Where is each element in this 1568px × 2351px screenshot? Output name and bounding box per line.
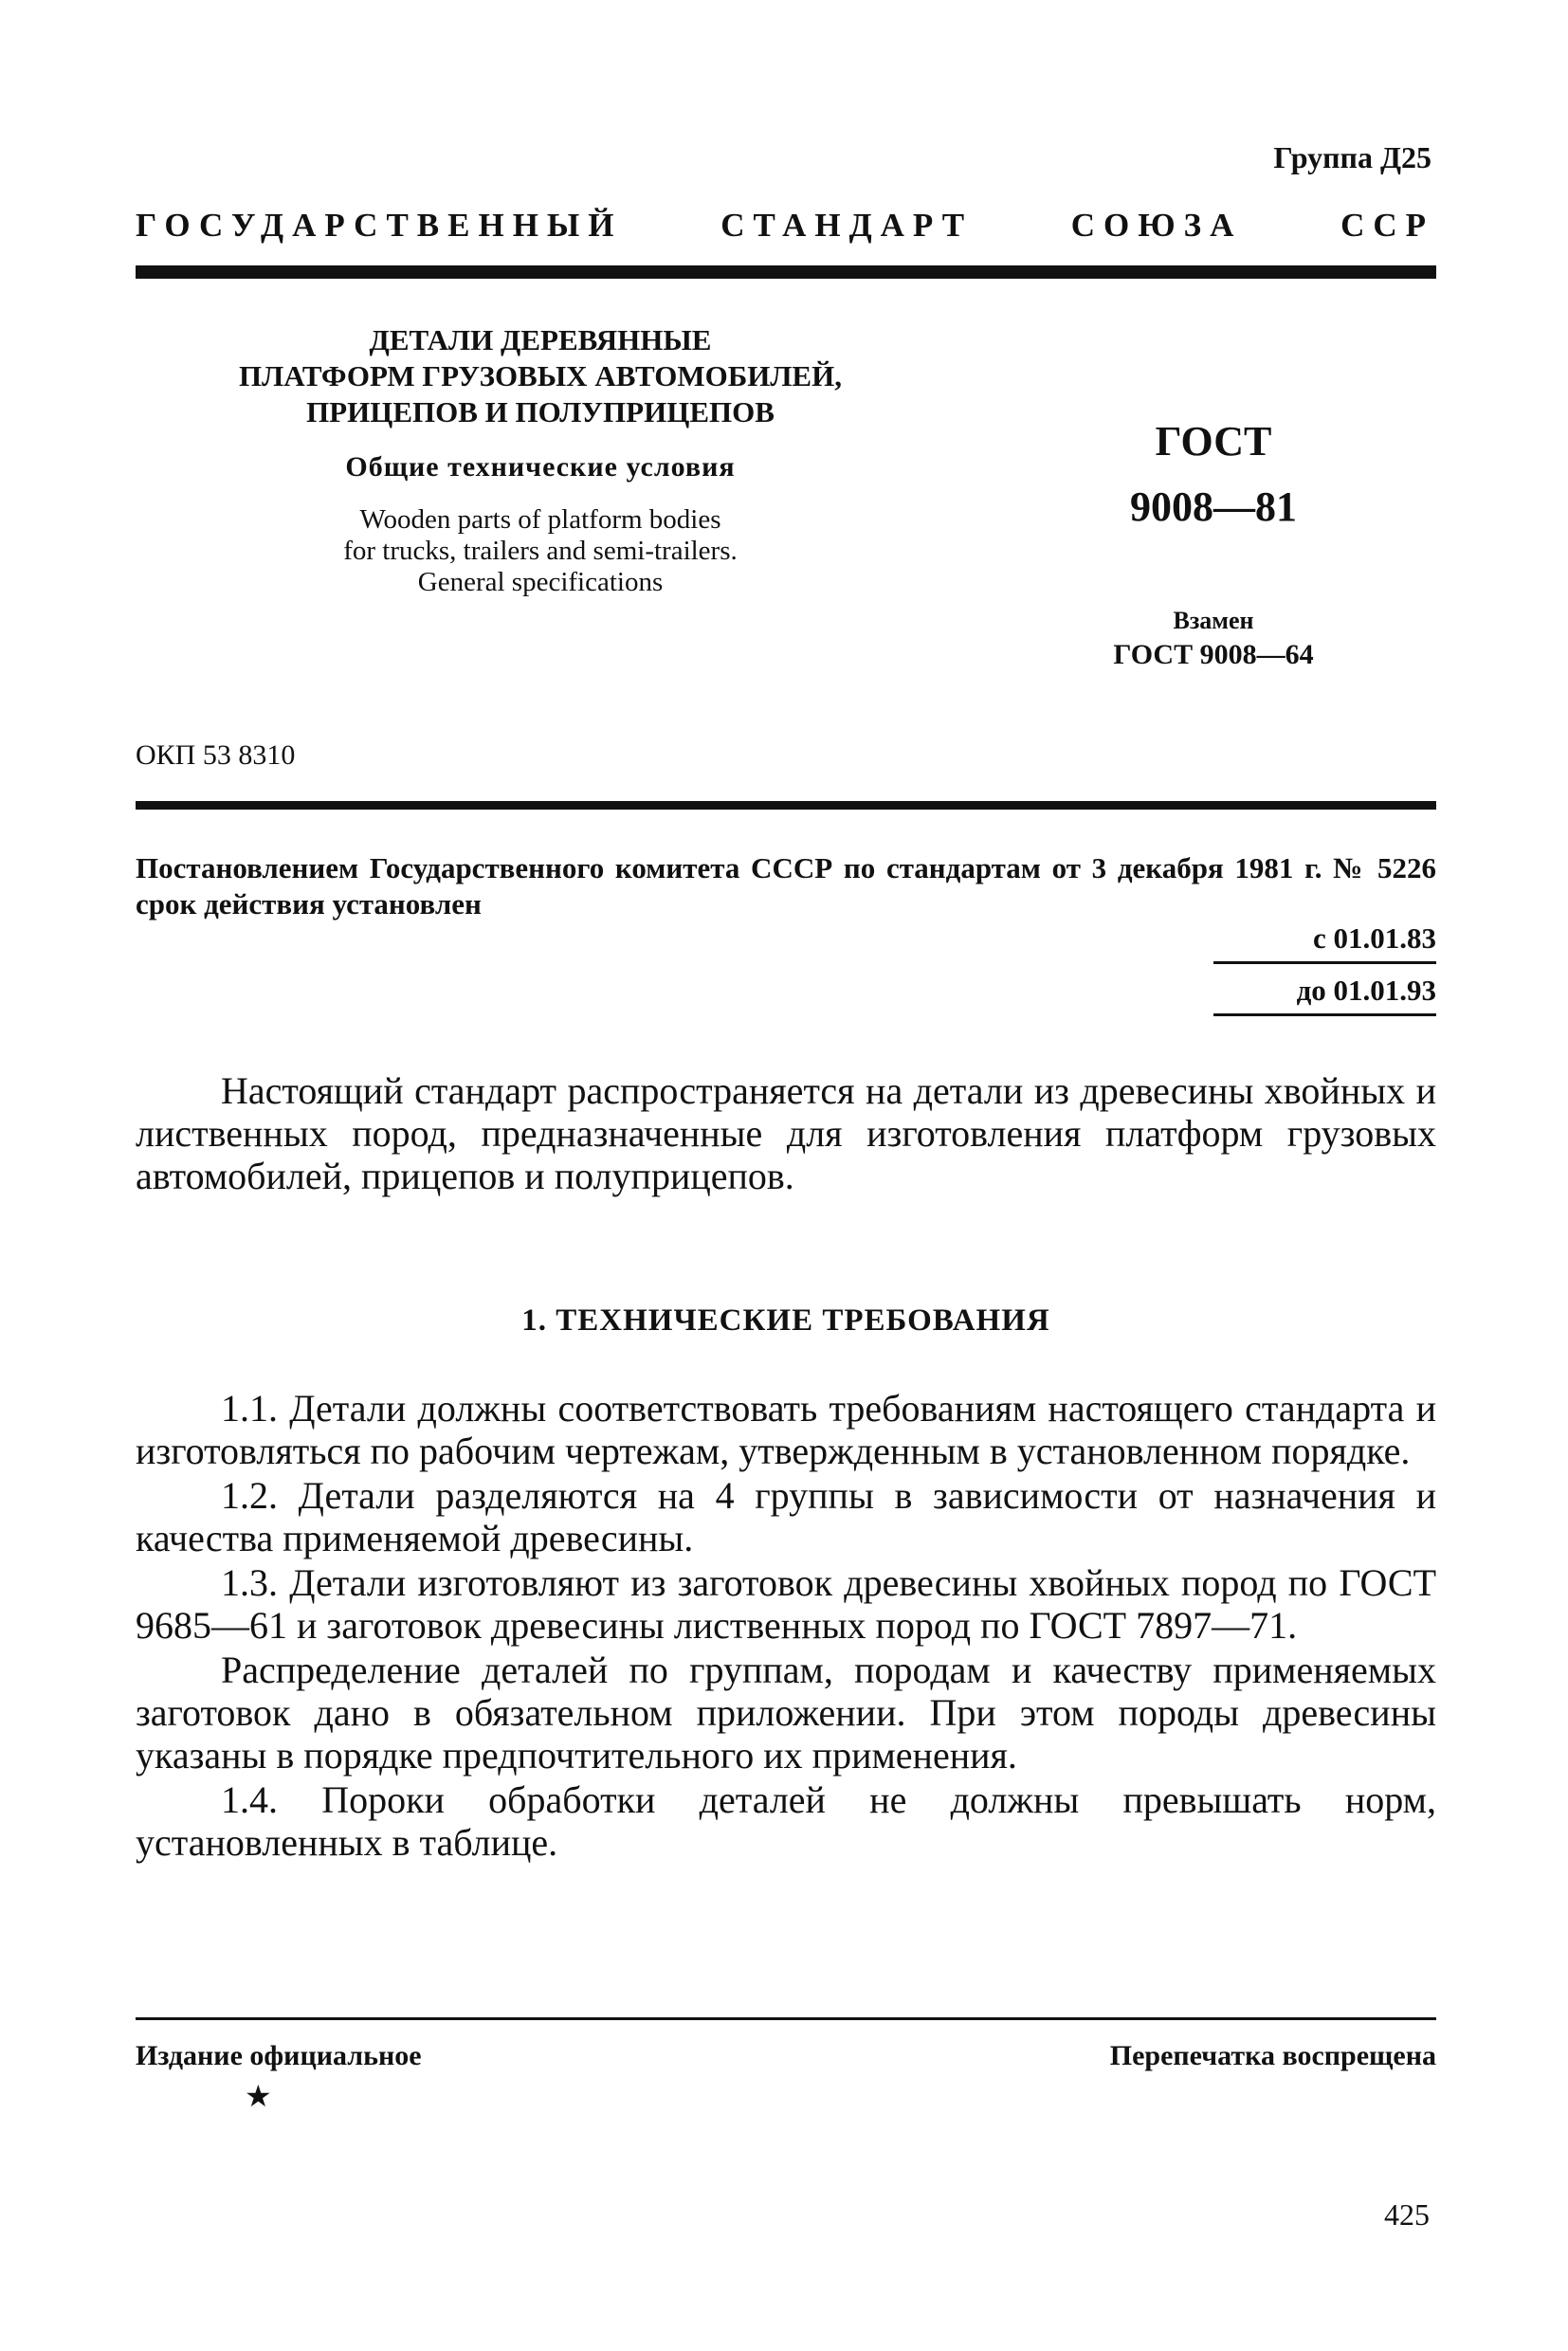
title-block [123,322,957,598]
header-rule [136,265,1436,279]
paragraph: 1.2. Детали разделяются на 4 группы в зависимости от назначения и качества применяемой древесины. [136,1474,1436,1559]
title-line: ДЕТАЛИ ДЕРЕВЯННЫЕ [369,323,712,356]
state-standard-header [136,207,1434,245]
section-heading: 1. ТЕХНИЧЕСКИЕ ТРЕБОВАНИЯ [521,1303,1050,1338]
title-line: ПРИЦЕПОВ И ПОЛУПРИЦЕПОВ [306,395,775,428]
requirements-body [136,1387,1436,1866]
english-title-line: General specifications [417,567,664,597]
english-title [123,504,957,598]
footer-rule [136,2017,1436,2020]
group-code: Группа Д25 [1273,140,1431,174]
validity-from: с 01.01.83 [1213,921,1436,964]
paragraph: 1.3. Детали изготовляют из заготовок древесины хвойных пород по ГОСТ 9685—61 и заготовок древесины лиственных пород по ГОСТ 7897—71. [136,1561,1436,1647]
paragraph: 1.1. Детали должны соответствовать требованиям настоящего стандарта и изготовляться по рабочим чертежам, утвержденным в установленном порядке. [136,1387,1436,1472]
subtitle: Общие технические условия [345,451,736,483]
header-word: СТАНДАРТ [720,207,974,244]
english-title-line: Wooden parts of platform bodies [359,504,721,535]
paragraph: 1.4. Пороки обработки деталей не должны превышать норм, установленных в таблице. [136,1778,1436,1864]
page-number: 425 [1384,2197,1430,2232]
validity-to: до 01.01.93 [1213,974,1436,1016]
replaces-label: Взамен [1173,607,1254,634]
official-edition-label: Издание официальное [136,2040,422,2071]
decree-text: Постановлением Государственного комитета СССР по стандартам от 3 декабря 1981 г. № 5226 срок действия установлен [136,851,1436,920]
intro-paragraph: Настоящий стандарт распространяется на детали из древесины хвойных и лиственных пород, предназначенные для изготовления платформ грузовых автомобилей, прицепов и полуприцепов. [136,1069,1436,1197]
header-word: ССР [1340,207,1434,244]
gost-number: 9008—81 [1130,483,1297,530]
reprint-prohibited-label: Перепечатка воспрещена [1109,2040,1436,2071]
star-icon: ★ [245,2079,272,2113]
english-title-line: for trucks, trailers and semi-trailers. [343,536,738,566]
header-word: СОЮЗА [1070,207,1243,244]
okp-code: ОКП 53 8310 [136,739,296,771]
section-rule [136,801,1436,810]
gost-label: ГОСТ [1155,418,1272,465]
paragraph: Распределение деталей по группам, породам и качеству применяемых заготовок дано в обязательном приложении. При этом породы древесины указаны в порядке предпочтительного их применения. [136,1649,1436,1777]
title-line: ПЛАТФОРМ ГРУЗОВЫХ АВТОМОБИЛЕЙ, [239,359,842,392]
gost-designation [1062,417,1365,671]
replaces-value: ГОСТ 9008—64 [1113,639,1314,670]
header-word: ГОСУДАРСТВЕННЫЙ [136,207,623,244]
